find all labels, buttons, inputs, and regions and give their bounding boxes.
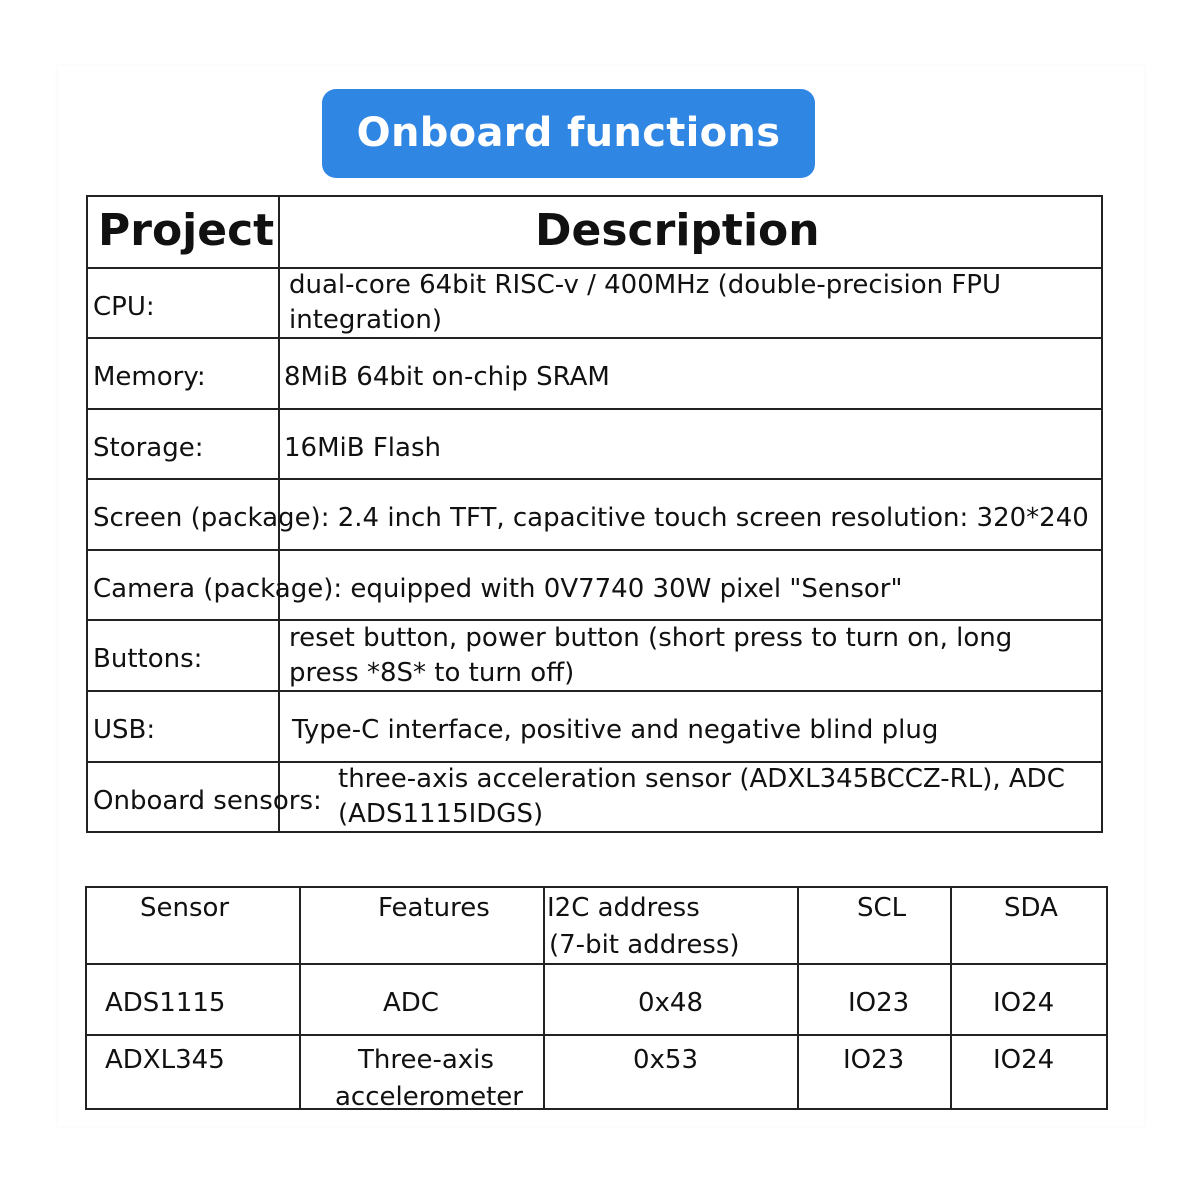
row-divider [88,408,1101,410]
row-desc-storage: 16MiB Flash [284,433,441,463]
row-desc-sensors-line2: (ADS1115IDGS) [338,799,544,829]
cell-scl-ads1115: IO23 [848,988,910,1018]
cell-features-three-axis-line2: accelerometer [335,1082,523,1112]
functions-table [86,195,1103,833]
banner-title: Onboard functions [322,89,815,178]
column-divider [299,888,301,1108]
row-desc-usb: Type-C interface, positive and negative blind plug [292,715,939,745]
row-divider [88,337,1101,339]
column-divider [543,888,545,1108]
column-divider [950,888,952,1108]
header-scl: SCL [857,893,907,923]
header-features: Features [378,893,490,923]
row-label-buttons: Buttons: [93,644,203,674]
cell-i2c-0x53: 0x53 [633,1045,699,1075]
row-desc-buttons-line2: press *8S* to turn off) [289,658,575,688]
row-divider [88,690,1101,692]
header-project: Project [98,205,275,256]
cell-i2c-0x48: 0x48 [638,988,704,1018]
row-desc-cpu-line1: dual-core 64bit RISC-v / 400MHz (double-precision FPU [289,270,1002,300]
cell-scl-adxl345: IO23 [843,1045,905,1075]
cell-features-three-axis-line1: Three-axis [358,1045,494,1075]
row-label-onboard-sensors: Onboard sensors: [93,786,322,816]
row-divider [87,1034,1106,1036]
cell-sda-adxl345: IO24 [993,1045,1055,1075]
row-desc-cpu-line2: integration) [289,305,442,335]
row-label-cpu: CPU: [93,292,155,322]
row-label-memory: Memory: [93,362,206,392]
row-label-usb: USB: [93,715,156,745]
column-divider [797,888,799,1108]
header-sensor: Sensor [140,893,230,923]
row-screen: Screen (package): 2.4 inch TFT, capacitive touch screen resolution: 320*240 [93,503,1089,533]
header-i2c-line1: I2C address [547,893,700,923]
sensor-table [85,886,1108,1110]
cell-features-adc: ADC [383,988,439,1018]
row-desc-memory: 8MiB 64bit on-chip SRAM [284,362,610,392]
header-description: Description [535,205,820,256]
row-desc-sensors-line1: three-axis acceleration sensor (ADXL345BCCZ-RL), ADC [338,764,1065,794]
header-sda: SDA [1004,893,1058,923]
row-desc-buttons-line1: reset button, power button (short press to turn on, long [289,623,1013,653]
cell-sensor-adxl345: ADXL345 [105,1045,225,1075]
cell-sda-ads1115: IO24 [993,988,1055,1018]
cell-sensor-ads1115: ADS1115 [105,988,226,1018]
header-i2c-line2: (7-bit address) [549,930,740,960]
row-camera: Camera (package): equipped with 0V7740 30W pixel "Sensor" [93,574,903,604]
row-divider [88,478,1101,480]
row-label-storage: Storage: [93,433,204,463]
row-divider [88,549,1101,551]
